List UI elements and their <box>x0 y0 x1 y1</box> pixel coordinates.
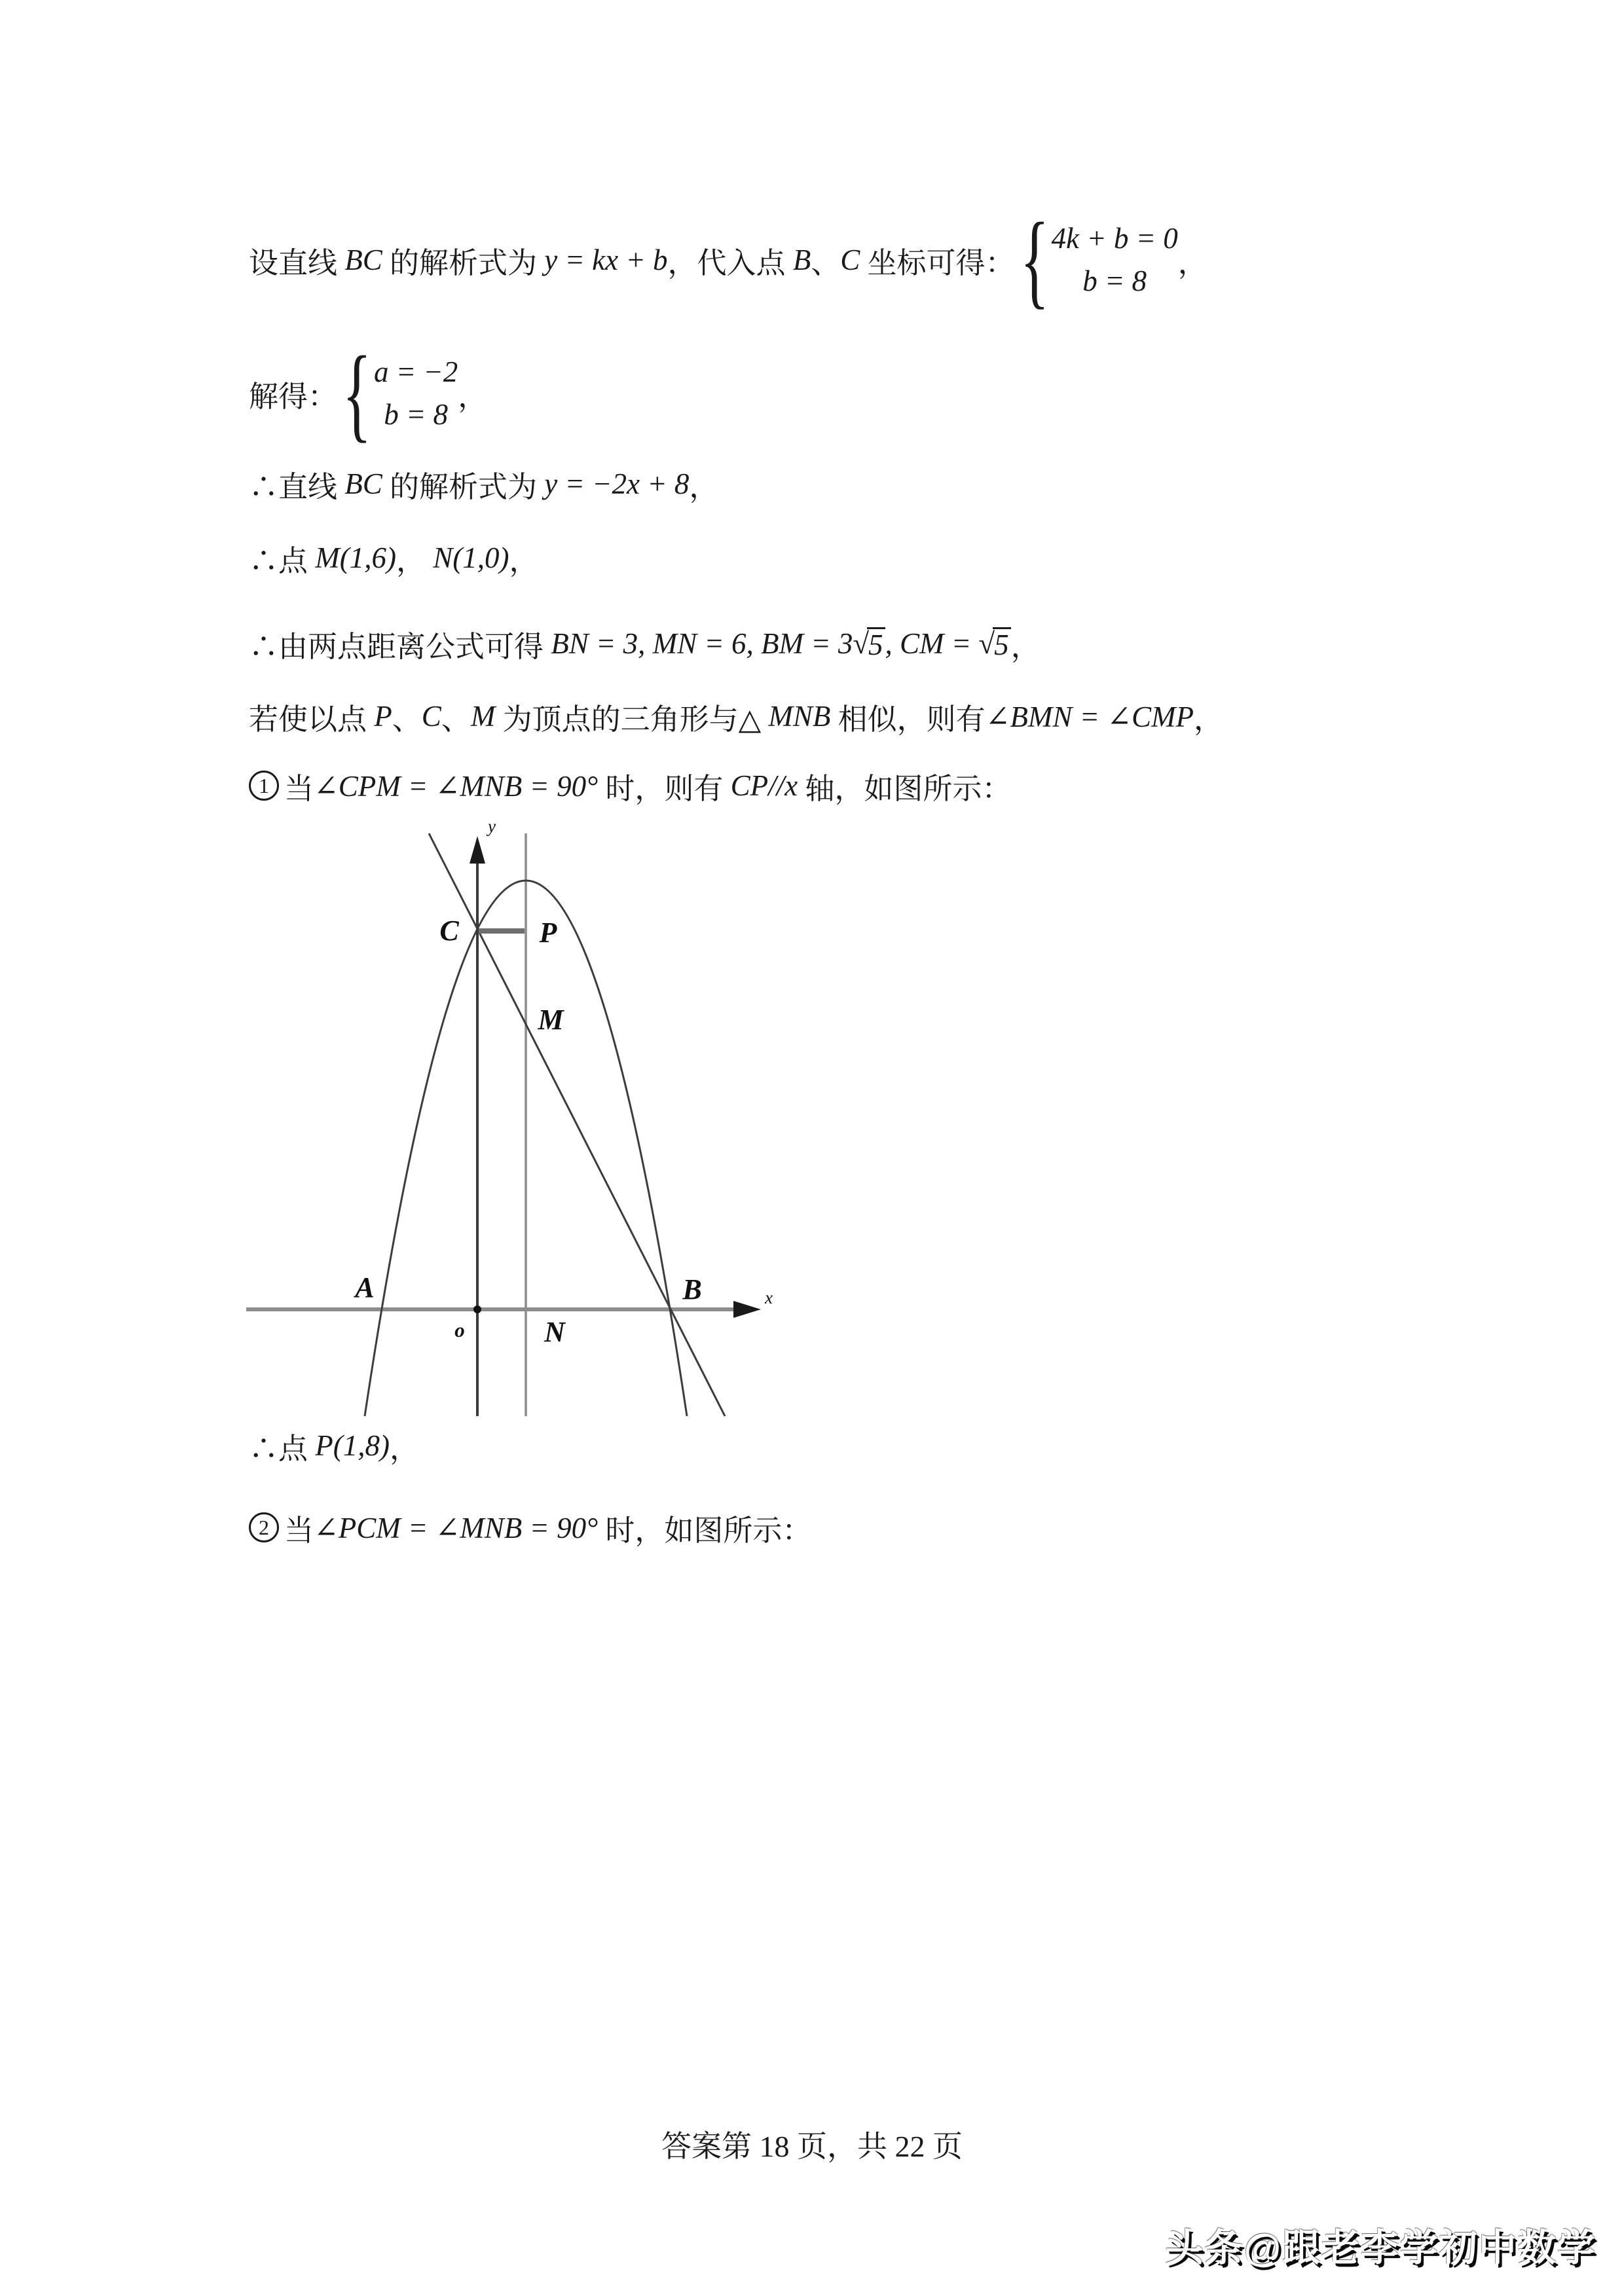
math-segment: ∠PCM = ∠MNB = 90° <box>314 1511 599 1544</box>
math-segment: y = kx + b <box>544 244 668 276</box>
text-segment: 相似，则有 <box>830 702 986 736</box>
point-label-m: M <box>538 1004 564 1036</box>
x-axis-label: x <box>765 1288 773 1307</box>
watermark: 头条@跟老李学初中数学 <box>1165 2227 1596 2269</box>
coordinate-figure <box>245 814 782 1423</box>
text-segment: 坐标可得： <box>860 246 1015 280</box>
math-segment: BN = 3, MN = 6, BM = 3 <box>551 627 853 660</box>
math-segment: M <box>470 700 496 733</box>
text-segment: ∴直线 <box>249 470 345 503</box>
math-segment: ∠CPM = ∠MNB = 90° <box>314 769 599 803</box>
point-label-p: P <box>539 917 557 949</box>
math-segment: MNB <box>768 700 831 733</box>
math-segment: CP//x <box>730 769 798 802</box>
figure-svg <box>245 814 782 1423</box>
text-segment: ， <box>396 544 434 577</box>
text-segment: ∴由两点距离公式可得 <box>249 630 551 663</box>
system-row: a = −2 <box>374 355 458 388</box>
sqrt-sign: √ <box>978 627 995 660</box>
math-segment: B <box>792 244 811 276</box>
solution-line-9-case2 <box>249 1504 811 1550</box>
equation-system-2 <box>337 335 458 452</box>
text-segment: 的解析式为 <box>382 470 545 503</box>
text-segment: 设直线 <box>249 246 345 280</box>
math-segment: ∠BMN = ∠CMP <box>985 700 1194 733</box>
text-segment: 当 <box>284 772 314 805</box>
text-segment: ∴点 <box>249 544 316 577</box>
system-row: 4k + b = 0 <box>1051 221 1178 255</box>
math-segment: P <box>374 700 392 733</box>
solution-line-8 <box>249 1423 419 1468</box>
text-segment: ， <box>689 470 719 503</box>
math-segment: N <box>433 541 453 574</box>
sqrt-radicand: 5 <box>993 627 1011 660</box>
solution-line-4 <box>249 535 539 581</box>
point-label-a: A <box>355 1271 375 1303</box>
y-axis-label: y <box>488 816 496 836</box>
circled-number-1: 1 <box>249 771 279 801</box>
system-row: b = 8 <box>384 398 449 431</box>
solution-line-1 <box>249 201 1208 319</box>
system-row: b = 8 <box>1082 264 1147 297</box>
text-segment: 、 <box>811 246 841 280</box>
point-label-c: C <box>439 915 459 947</box>
point-label-b: B <box>682 1273 702 1305</box>
solution-line-7-case1 <box>249 763 1011 809</box>
line-bc <box>429 833 725 1416</box>
sqrt-radicand: 5 <box>867 627 885 660</box>
text-segment: 的解析式为 <box>382 246 545 280</box>
text-segment: 时，则有 <box>598 772 731 805</box>
text-segment: ， <box>1010 630 1041 663</box>
point-label-n: N <box>544 1316 565 1348</box>
y-axis-arrow-icon <box>470 836 485 864</box>
equation-system-1 <box>1015 201 1178 319</box>
math-segment: , CM = <box>885 627 979 660</box>
circled-number-2: 2 <box>249 1512 279 1542</box>
math-segment: y = −2x + 8 <box>544 467 690 500</box>
text-segment: 当 <box>284 1514 314 1547</box>
x-axis-arrow-icon <box>733 1301 761 1318</box>
solution-line-6 <box>249 693 1223 739</box>
text-segment: 若使以点 <box>249 702 375 736</box>
sqrt-sign: √ <box>853 627 870 660</box>
math-segment: C <box>840 244 860 276</box>
solution-line-5 <box>249 621 1041 666</box>
math-segment: C <box>421 700 441 733</box>
text-segment: ， <box>1193 702 1223 736</box>
solution-line-3 <box>249 461 718 507</box>
text-segment: ， <box>509 544 539 577</box>
brace-glyph: { <box>342 335 372 452</box>
math-segment: (1,0) <box>452 541 509 574</box>
solution-line-2 <box>249 335 488 452</box>
text-segment: 轴，如图所示： <box>798 772 1012 805</box>
page-footer: 答案第 18 页，共 22 页 <box>661 2130 963 2163</box>
math-segment: M <box>315 541 340 574</box>
origin-label: o <box>454 1319 465 1341</box>
text-segment: 时，如图所示： <box>598 1514 812 1547</box>
text-segment: 为顶点的三角形与△ <box>495 702 769 736</box>
text-segment: ， <box>1177 246 1208 280</box>
text-segment: 、 <box>392 702 422 736</box>
math-segment: BC <box>344 467 382 500</box>
text-segment: ，代入点 <box>667 246 793 280</box>
math-segment: (1,6) <box>339 541 396 574</box>
math-segment: P <box>315 1429 333 1462</box>
math-segment: BC <box>344 244 382 276</box>
text-segment: ， <box>458 380 488 413</box>
text-segment: 、 <box>441 702 471 736</box>
brace-glyph: { <box>1020 201 1049 319</box>
text-segment: ∴点 <box>249 1432 316 1465</box>
origin-dot <box>473 1305 481 1313</box>
text-segment: 解得： <box>249 380 338 413</box>
text-segment: ， <box>390 1432 420 1465</box>
math-segment: (1,8) <box>333 1429 390 1462</box>
